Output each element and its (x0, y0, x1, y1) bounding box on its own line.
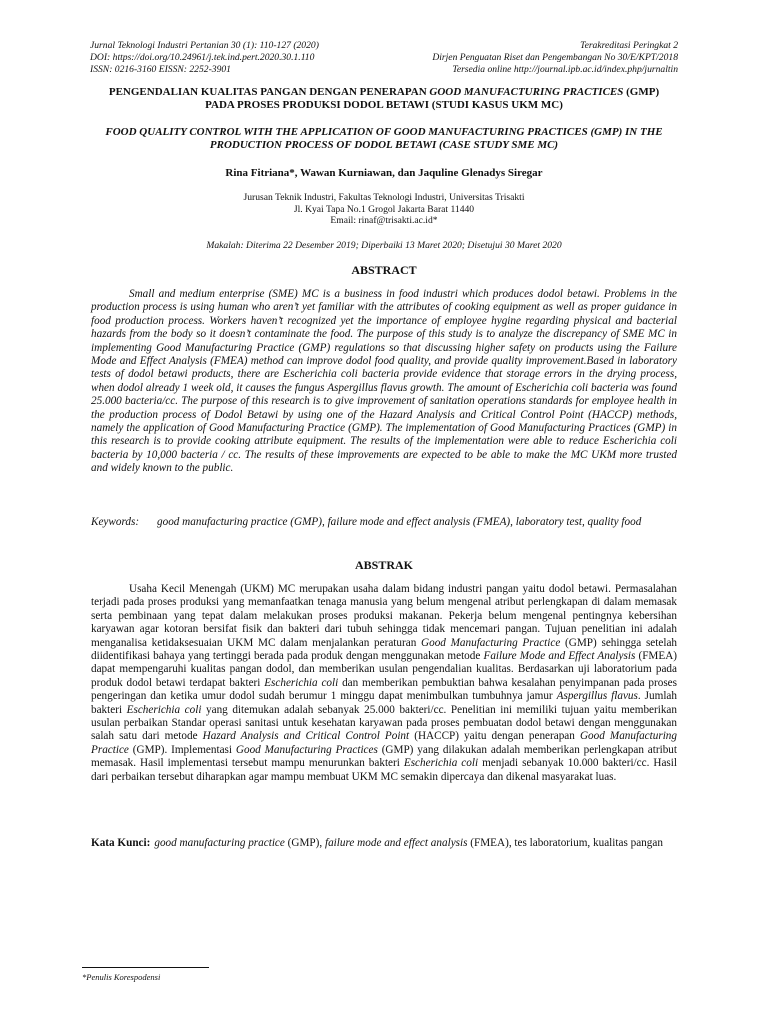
online-availability: Tersedia online http://journal.ipb.ac.id/index.php/jurnaltin (452, 64, 678, 75)
title-id-italic: GOOD MANUFACTURING PRACTICES (429, 86, 624, 98)
kata-kunci-text-2: (FMEA), tes laboratorium, kualitas pangan (467, 837, 663, 849)
author-list: Rina Fitriana*, Wawan Kurniawan, dan Jaquline Glenadys Siregar (225, 167, 543, 179)
paper-title-english: FOOD QUALITY CONTROL WITH THE APPLICATION OF GOOD MANUFACTURING PRACTICES (GMP) IN THE PRODUCTION PROCESS OF DODOL BETAWI (CASE STUDY SME MC) (105, 126, 663, 151)
abstrak-text-1: Usaha Kecil Menengah (UKM) MC merupakan usaha dalam bidang industri pangan yaitu dodol betawi. Permasalahan terjadi pada proses produksi yang memanfaatkan tenaga manusia yang belum mengenal atribut perlengkapan di dalam memasak serta pembinaan yang tepat dalam melakukan proses produksi makanan. Pekerja belum mengenal pentingnya kebersihan karyawan agar kotoran bersifat fisik dan bakteri dari tubuh sehingga tidak mencemari pangan. Tujuan penelitian ini adalah menganalisa ketidaksesuaian UKM MC dalam menjalankan peraturan (91, 583, 677, 649)
affiliation-department: Jurusan Teknik Industri, Fakultas Teknologi Industri, Universitas Trisakti (243, 192, 525, 203)
kata-kunci-text-1: (GMP), (284, 837, 325, 849)
keywords-block (91, 516, 677, 529)
manuscript-dates: Makalah: Diterima 22 Desember 2019; Diperbaiki 13 Maret 2020; Disetujui 30 Maret 2020 (206, 240, 562, 251)
abstrak-italic-6: Hazard Analysis and Critical Control Point (202, 730, 410, 743)
journal-citation: Jurnal Teknologi Industri Pertanian 30 (1): 110-127 (2020) (90, 40, 319, 51)
abstrak-text-6: yang ditemukan adalah sebanyak 25.000 bakteri/cc. Penelitian ini memiliki tujuan yaitu memberikan usulan perbaikan Standar operasi sanitasi untuk kesehatan karyawan pada proses pembuatan dodol betawi dengan menggunakan salah satu dari metode (91, 703, 677, 743)
abstrak-text-2: (GMP) sehingga setelah diidentifikasi bahaya yang tertinggi berada pada produk dengan menggunakan metode (91, 636, 678, 663)
directorate-text: Dirjen Penguatan Riset dan Pengembangan No 30/E/KPT/2018 (432, 52, 678, 63)
abstrak-italic-8: Good Manufacturing Practices (235, 743, 378, 756)
abstract-english-body: Small and medium enterprise (SME) MC is a business in food industri which produces dodol betawi. Problems in the production process is using human who aren’t yet familiar with the attributes of cooking equipment as well as proper guidance in food production process. Workers haven’t recognized yet the importance of employee hygine regarding physical and bacterial hazards from the body so it doesn’t contaminate the food. The purpose of this study is to analyze the discrepancy of SME MC in implementing Good Manufacturing Practice (GMP) regulations so that discussing higher safety on products using the Failure Mode and Effect Analysis (FMEA) method can improve dodol food quality, and provide quality improvement.Based in laboratory tests of dodol betawi products, there are Escherichia coli bacteria provide evidence that storage errors in the drying process, when dodol already 1 week old, it causes the fungus Aspergillus flavus growth. The amount of Escherichia coli bacteria was found 25.000 bacteria/cc. The purpose of this research is to give improvement of sanitation operations standards for employee health in the production process of Dodol Betawi by using one of the Hazard Analysis and Critical Control Point (HACCP) methods, namely the application of Good Manufacturing Practice (GMP). The implementation of Good Manufacturing Practices (GMP) in this research is to provide cooking attribute equipment. The results of the implementation were able to reduce Escherichia coli bacteria by 10,000 bacteria / cc. The results of these improvements are expected to be able to make the MC UKM more trusted and widely known to the public. (91, 288, 677, 475)
kata-kunci-block (91, 837, 677, 850)
journal-doi: DOI: https://doi.org/10.24961/j.tek.ind.pert.2020.30.1.110 (90, 52, 315, 63)
kata-kunci-italic-2: failure mode and effect analysis (324, 837, 468, 849)
abstrak-italic-5: Escherichia coli (126, 703, 202, 716)
kata-kunci-label: Kata Kunci: (91, 837, 151, 849)
abstrak-italic-9: Escherichia coli (403, 757, 479, 770)
journal-header-right (338, 40, 678, 76)
keywords-values: good manufacturing practice (GMP), failure mode and effect analysis (FMEA), laboratory test, quality food (157, 516, 642, 528)
footnote-divider (82, 967, 209, 968)
journal-issn: ISSN: 0216-3160 EISSN: 2252-3901 (90, 64, 231, 75)
author-affiliation (95, 192, 673, 227)
journal-header-left (90, 40, 319, 76)
keywords-label: Keywords: (91, 516, 140, 528)
corresponding-author-footnote: *Penulis Korespodensi (82, 972, 161, 982)
abstrak-text-8: (GMP). Implementasi (128, 743, 236, 756)
abstrak-heading: ABSTRAK (354, 558, 413, 572)
affiliation-email: Email: rinaf@trisakti.ac.id* (330, 215, 438, 226)
abstrak-text-7: (HACCP) yaitu dengan penerapan (409, 730, 580, 743)
abstract-heading: ABSTRACT (351, 263, 417, 277)
abstrak-text-4: dan memberikan pembuktian bahwa kesalahan penyimpanan pada proses pengeringan dan ketika umur dodol sudah berumur 1 minggu dapat menimbulkan tumbuhnya jamur (91, 676, 677, 703)
affiliation-address: Jl. Kyai Tapa No.1 Grogol Jakarta Barat 11440 (293, 203, 475, 215)
title-id-part2: (GMP) PADA PROSES PRODUKSI DODOL BETAWI (STUDI KASUS UKM MC) (205, 86, 660, 111)
kata-kunci-italic-1: good manufacturing practice (154, 837, 285, 849)
abstrak-text-9: (GMP) yang dilakukan adalah memberikan perlengkapan atribut memasak. Hasil implementasi tersebut mampu menurunkan bakteri (91, 743, 678, 770)
abstrak-italic-1: Good Manufacturing Practice (421, 636, 561, 649)
abstrak-italic-4: Aspergillus flavus (556, 690, 638, 703)
abstrak-text-10: menjadi sebanyak 10.000 bakteri/cc. Hasil dari perbaikan tersebut diharapkan agar mampu membuat UKM MC semakin dipercaya dan dikenal masyarakat luas. (91, 757, 677, 783)
abstrak-italic-3: Escherichia coli (264, 676, 339, 689)
title-id-part1: PENGENDALIAN KUALITAS PANGAN DENGAN PENERAPAN (108, 86, 430, 98)
kata-kunci-values (154, 837, 677, 850)
abstrak-text-3: (FMEA) dapat mempengaruhi kualitas pangan dodol, dan memberikan usulan pengendalian kualitas. Berdasarkan uji laboratorium pada produk dodol betawi terdapat bakteri (91, 650, 677, 689)
abstrak-italic-7: Good Manufacturing Practice (91, 730, 677, 756)
abstrak-indonesian-body (91, 583, 677, 784)
abstrak-text-5: . Jumlah bakteri (91, 690, 677, 716)
paper-title-indonesian (95, 86, 673, 112)
abstrak-italic-2: Failure Mode and Effect Analysis (483, 650, 636, 663)
accreditation-text: Terakreditasi Peringkat 2 (580, 40, 678, 51)
